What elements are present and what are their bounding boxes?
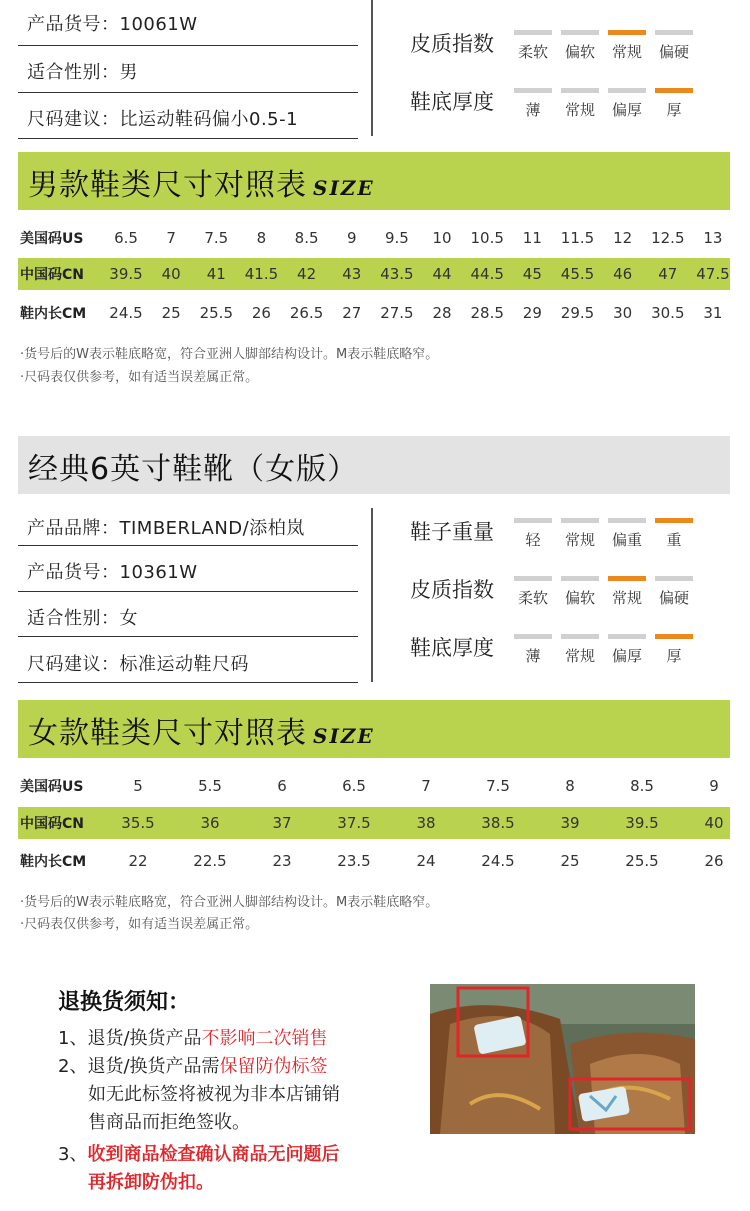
table-cell: 8.5	[630, 777, 654, 795]
table-cell: 29	[522, 304, 542, 322]
table-cell: 9.5	[384, 229, 409, 247]
vertical-divider	[371, 0, 373, 136]
women-size-title: 女款鞋类尺寸对照表 SIZE	[28, 716, 375, 751]
info-value: 比运动鞋码偏小0.5-1	[119, 109, 299, 130]
option-thin: 薄	[513, 88, 553, 120]
option-thin: 薄	[513, 634, 553, 666]
table-cell: 27.5	[380, 304, 414, 322]
option-normal-selected: 常规	[607, 30, 647, 62]
sole-thickness-label: 鞋底厚度	[410, 90, 494, 114]
option-slightly-soft: 偏软	[560, 30, 600, 62]
option-light: 轻	[513, 518, 553, 550]
table-cell: 7.5	[204, 229, 229, 247]
table-cell: 30.5	[651, 304, 685, 322]
table-cell: 44	[432, 265, 452, 283]
table-cell: 6	[277, 777, 287, 795]
returns-item-1: 1、退货/换货产品不影响二次销售	[58, 1028, 328, 1049]
option-normal-selected: 常规	[607, 576, 647, 608]
table-cell: 45	[522, 265, 542, 283]
leather-index-label: 皮质指数	[410, 578, 494, 602]
table-cell: 6.5	[114, 229, 138, 247]
product-code-line	[27, 10, 198, 36]
table-cell: 39	[560, 814, 580, 832]
divider	[18, 591, 358, 592]
row-label: 中国码CN	[20, 267, 84, 283]
info-label: 尺码建议：	[27, 109, 120, 130]
divider	[18, 636, 358, 637]
option-slightly-soft: 偏软	[560, 576, 600, 608]
table-cell: 12.5	[651, 229, 685, 247]
table-cell: 7.5	[486, 777, 510, 795]
table-cell: 9	[709, 777, 719, 795]
divider	[18, 545, 358, 546]
table-cell: 38	[416, 814, 436, 832]
option-heavy-selected: 重	[654, 518, 694, 550]
women-row-cm	[18, 845, 730, 877]
option-slightly-hard: 偏硬	[654, 30, 694, 62]
table-cell: 46	[613, 265, 633, 283]
table-cell: 41	[206, 265, 226, 283]
men-note-2: ·尺码表仅供参考，如有适当误差属正常。	[20, 370, 259, 385]
table-cell: 8	[565, 777, 575, 795]
table-cell: 31	[703, 304, 723, 322]
men-row-cn	[18, 258, 730, 290]
table-cell: 6.5	[342, 777, 366, 795]
table-cell: 25	[161, 304, 181, 322]
size-advice-line: 尺码建议：标准运动鞋尺码	[27, 654, 249, 675]
divider	[18, 682, 358, 683]
table-cell: 38.5	[481, 814, 515, 832]
table-cell: 37	[272, 814, 292, 832]
table-cell: 27	[342, 304, 362, 322]
option-normal: 常规	[560, 88, 600, 120]
table-cell: 47	[658, 265, 678, 283]
table-cell: 40	[704, 814, 724, 832]
gender-line: 适合性别：女	[27, 608, 138, 629]
divider	[18, 45, 358, 46]
returns-item-2: 2、退货/换货产品需保留防伪标签	[58, 1056, 328, 1077]
table-cell: 44.5	[470, 265, 504, 283]
table-cell: 25.5	[625, 852, 659, 870]
sole-thickness-label: 鞋底厚度	[410, 636, 494, 660]
option-normal: 常规	[560, 634, 600, 666]
table-cell: 26	[251, 304, 271, 322]
table-cell: 10	[432, 229, 452, 247]
table-cell: 25	[560, 852, 580, 870]
men-row-us	[18, 222, 730, 254]
option-thick-selected: 厚	[654, 634, 694, 666]
table-cell: 23	[272, 852, 292, 870]
option-heavier: 偏重	[607, 518, 647, 550]
table-cell: 39.5	[625, 814, 659, 832]
gender-line	[27, 58, 138, 84]
product-code-line: 产品货号：10361W	[27, 562, 198, 583]
table-cell: 25.5	[199, 304, 233, 322]
table-cell: 8	[256, 229, 267, 247]
returns-item-2-cont1: 如无此标签将被视为非本店铺销	[88, 1084, 340, 1105]
option-thicker: 偏厚	[607, 88, 647, 120]
table-cell: 28.5	[470, 304, 504, 322]
table-cell: 7	[421, 777, 431, 795]
divider	[18, 92, 358, 93]
women-product-banner	[18, 436, 730, 494]
table-cell: 13	[703, 229, 723, 247]
table-cell: 26.5	[289, 304, 324, 322]
table-cell: 40	[161, 265, 181, 283]
women-size-banner	[18, 700, 730, 758]
women-note-2: ·尺码表仅供参考，如有适当误差属正常。	[20, 917, 259, 932]
table-cell: 28	[432, 304, 452, 322]
info-label: 适合性别：	[27, 62, 120, 83]
table-cell: 11	[522, 229, 542, 247]
table-cell: 47.5	[696, 265, 730, 283]
table-cell: 35.5	[121, 814, 155, 832]
size-advice-line	[27, 105, 298, 131]
option-soft: 柔软	[513, 576, 553, 608]
returns-item-2-cont2: 售商品而拒绝签收。	[88, 1112, 250, 1133]
leather-index-label: 皮质指数	[410, 32, 494, 56]
table-cell: 5.5	[198, 777, 222, 795]
returns-item-3-cont: 再拆卸防伪扣。	[88, 1172, 214, 1193]
table-cell: 41.5	[244, 265, 279, 283]
women-row-us	[18, 770, 730, 802]
option-normal: 常规	[560, 518, 600, 550]
men-row-cm	[18, 297, 730, 329]
table-cell: 37.5	[337, 814, 371, 832]
row-label: 鞋内长CM	[20, 854, 87, 870]
men-size-title: 男款鞋类尺寸对照表 SIZE	[28, 168, 375, 203]
weight-label: 鞋子重量	[410, 520, 494, 544]
table-cell: 39.5	[109, 265, 143, 283]
table-cell: 24.5	[109, 304, 143, 322]
men-note-1: ·货号后的W表示鞋底略宽，符合亚洲人脚部结构设计。M表示鞋底略窄。	[20, 347, 439, 362]
table-cell: 5	[133, 777, 143, 795]
table-cell: 30	[613, 304, 633, 322]
option-slightly-hard: 偏硬	[654, 576, 694, 608]
boots-tag-photo	[430, 984, 695, 1134]
option-thicker: 偏厚	[607, 634, 647, 666]
option-soft: 柔软	[513, 30, 553, 62]
men-size-banner	[18, 152, 730, 210]
table-cell: 11.5	[560, 229, 595, 247]
table-cell: 26	[704, 852, 724, 870]
info-value: 男	[119, 62, 138, 83]
women-product-title: 经典6英寸鞋靴（女版）	[28, 452, 359, 487]
table-cell: 43.5	[380, 265, 414, 283]
returns-title: 退换货须知：	[58, 990, 191, 1015]
row-label: 中国码CN	[20, 816, 84, 832]
table-cell: 7	[166, 229, 176, 247]
table-cell: 22.5	[193, 852, 227, 870]
women-row-cn	[18, 807, 730, 839]
brand-line: 产品品牌：TIMBERLAND/添柏岚	[27, 518, 305, 539]
table-cell: 24.5	[481, 852, 515, 870]
info-value: 10061W	[119, 14, 198, 35]
table-cell: 10.5	[470, 229, 504, 247]
option-thick-selected: 厚	[654, 88, 694, 120]
divider	[18, 138, 358, 139]
row-label: 美国码US	[20, 779, 84, 795]
women-note-1: ·货号后的W表示鞋底略宽，符合亚洲人脚部结构设计。M表示鞋底略窄。	[20, 895, 439, 910]
returns-item-3: 3、收到商品检查确认商品无问题后	[58, 1144, 340, 1165]
table-cell: 8.5	[294, 229, 319, 247]
info-label: 产品货号：	[27, 14, 120, 35]
table-cell: 9	[346, 229, 357, 247]
table-cell: 43	[342, 265, 362, 283]
row-label: 美国码US	[20, 231, 84, 247]
table-cell: 42	[297, 265, 317, 283]
table-cell: 12	[613, 229, 633, 247]
table-cell: 22	[128, 852, 148, 870]
boots-tag-illustration	[430, 984, 695, 1134]
table-cell: 23.5	[337, 852, 371, 870]
row-label: 鞋内长CM	[20, 306, 87, 322]
table-cell: 36	[200, 814, 220, 832]
vertical-divider	[371, 508, 373, 682]
table-cell: 24	[416, 852, 436, 870]
table-cell: 29.5	[560, 304, 595, 322]
table-cell: 45.5	[560, 265, 595, 283]
